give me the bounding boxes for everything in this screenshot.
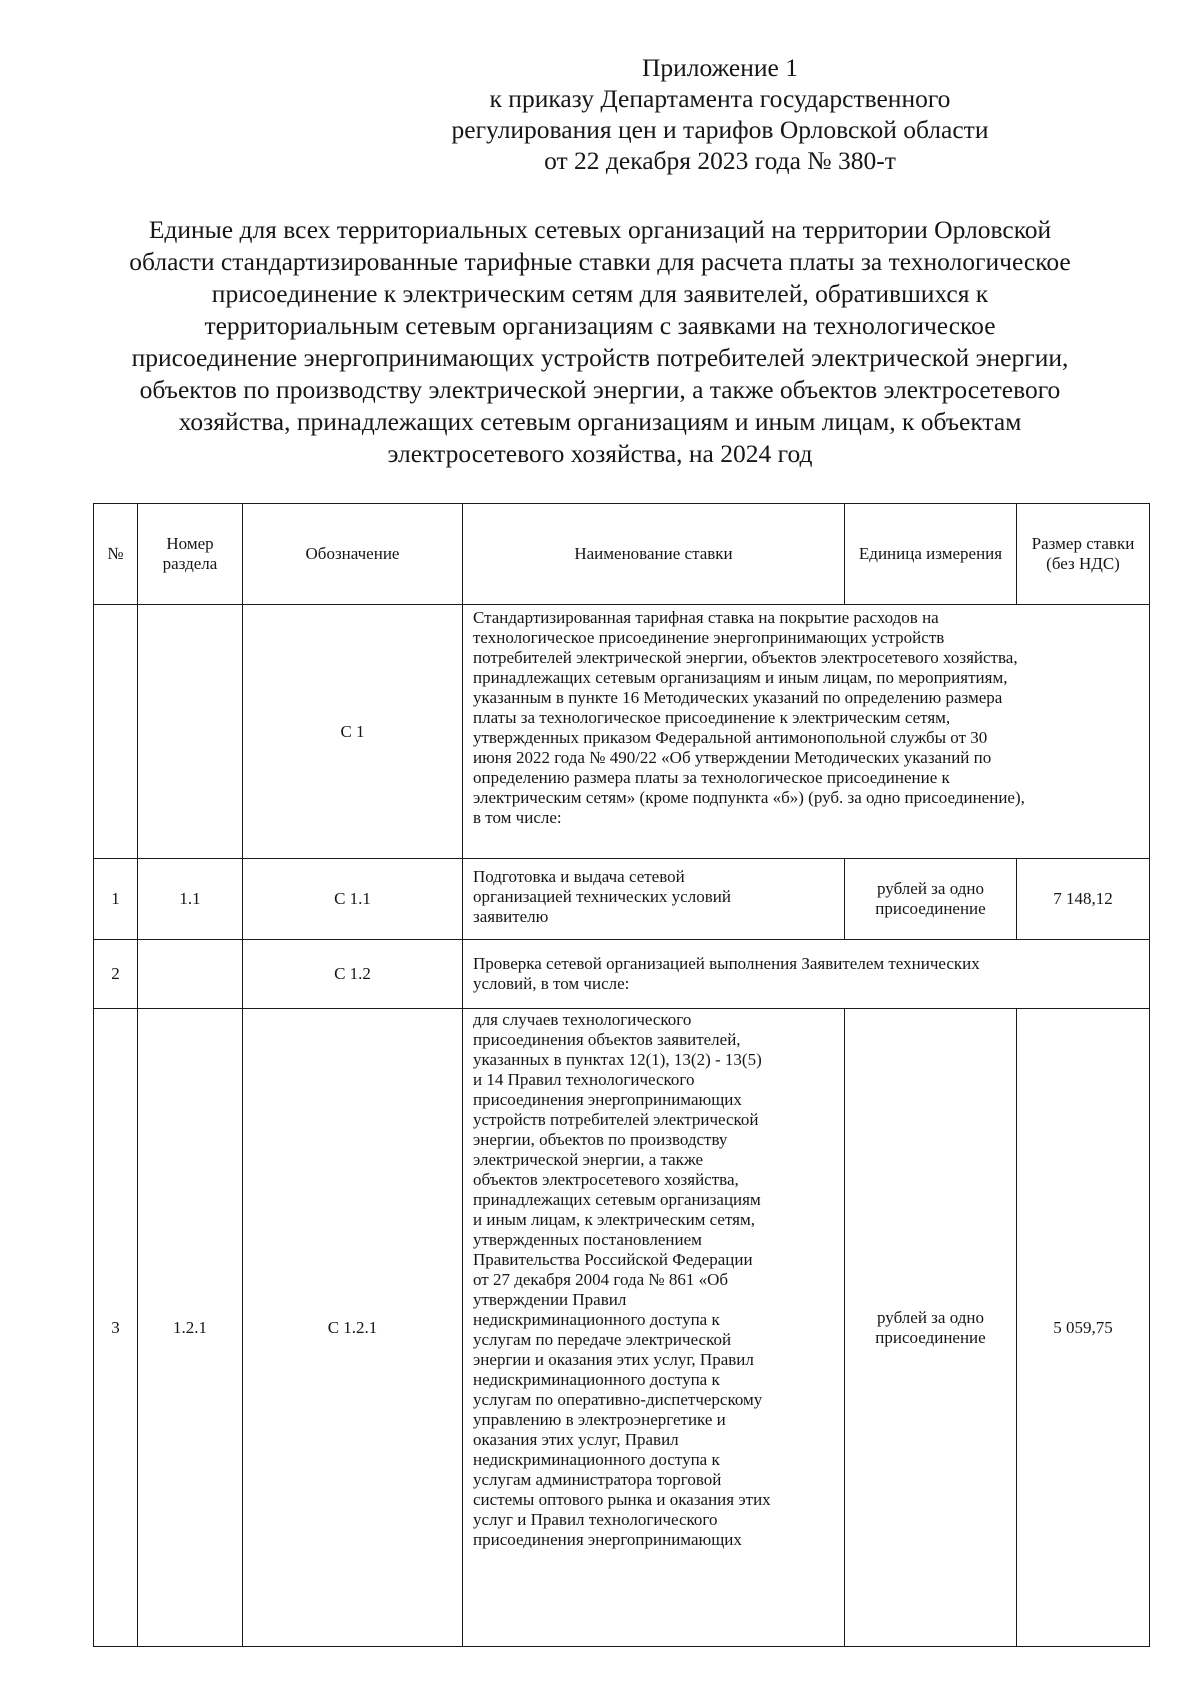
table-row — [94, 1009, 1150, 1647]
cell-section — [138, 940, 243, 1009]
cell-code: С 1.2 — [243, 940, 463, 1009]
rate-name-line: присоединения энергопринимающих — [473, 1090, 742, 1109]
title-line: Единые для всех территориальных сетевых организаций на территории Орловской — [148, 215, 1052, 244]
cell-rate-value: 7 148,12 — [1017, 859, 1150, 940]
table-row — [94, 940, 1150, 1009]
title-line: хозяйства, принадлежащих сетевым организациям и иным лицам, к объектам — [178, 407, 1022, 436]
rate-name-line: утвержденных постановлением — [473, 1230, 702, 1249]
rate-name-line: услугам по оперативно-диспетчерскому — [473, 1390, 763, 1409]
rate-name-line: организацией технических условий — [473, 887, 731, 906]
rate-name-line: Стандартизированная тарифная ставка на покрытие расходов на — [473, 608, 939, 627]
rate-name-line: платы за технологическое присоединение к электрическим сетям, — [473, 708, 951, 727]
rate-name-line: указанных в пунктах 12(1), 13(2) - 13(5) — [473, 1050, 762, 1069]
appendix-order-date: от 22 декабря 2023 года № 380-т — [544, 146, 896, 175]
appendix-order-ref: к приказу Департамента государственного — [489, 84, 951, 113]
rate-name-line: услугам по передаче электрической — [473, 1330, 732, 1349]
rate-name-line: Проверка сетевой организацией выполнения Заявителем технических — [473, 954, 980, 973]
header-rate-name: Наименование ставки — [463, 504, 845, 605]
rate-name-line: утвержденных приказом Федеральной антимонопольной службы от 30 — [473, 728, 988, 747]
rate-name-line: Подготовка и выдача сетевой — [473, 867, 685, 886]
cell-unit — [845, 859, 1017, 940]
rate-name-line: электрической энергии, а также — [473, 1150, 704, 1169]
rate-name-line: энергии и оказания этих услуг, Правил — [473, 1350, 754, 1369]
rate-name-line: определению размера платы за технологическое присоединение к — [473, 768, 950, 787]
rate-name-line: от 27 декабря 2004 года № 861 «Об — [473, 1270, 729, 1289]
rate-name-line: указанным в пункте 16 Методических указаний по определению размера — [473, 688, 1003, 707]
cell-num: 1 — [94, 859, 138, 940]
rate-name-line: присоединения энергопринимающих — [473, 1530, 742, 1549]
header-code: Обозначение — [243, 504, 463, 605]
cell-section — [138, 605, 243, 859]
rate-name-line: для случаев технологического — [473, 1010, 692, 1029]
rate-name-line: оказания этих услуг, Правил — [473, 1430, 679, 1449]
unit-line: рублей за одно — [877, 1307, 984, 1327]
cell-unit — [845, 1009, 1017, 1647]
rate-name-line: недискриминационного доступа к — [473, 1370, 720, 1389]
header-unit: Единица измерения — [845, 504, 1017, 605]
header-num: № — [94, 504, 138, 605]
cell-rate-name — [463, 859, 845, 940]
cell-num: 3 — [94, 1009, 138, 1647]
cell-code: С 1 — [243, 605, 463, 859]
rate-name-line: в том числе: — [473, 808, 562, 827]
cell-code: С 1.1 — [243, 859, 463, 940]
header-rate-size: Размер ставки (без НДС) — [1017, 504, 1150, 605]
appendix-department: регулирования цен и тарифов Орловской области — [451, 115, 989, 144]
table-header-row — [94, 504, 1150, 605]
rate-name-line: принадлежащих сетевым организациям и иным лицам, по мероприятиям, — [473, 668, 1008, 687]
title-line: области стандартизированные тарифные ставки для расчета платы за технологическое — [129, 247, 1071, 276]
unit-line: присоединение — [875, 1327, 986, 1347]
rate-name-line: объектов электросетевого хозяйства, — [473, 1170, 739, 1189]
rate-name-line: и иным лицам, к электрическим сетям, — [473, 1210, 756, 1229]
rate-name-line: энергии, объектов по производству — [473, 1130, 728, 1149]
rate-name-line: и 14 Правил технологического — [473, 1070, 695, 1089]
appendix-label: Приложение 1 — [642, 53, 798, 82]
cell-section: 1.2.1 — [138, 1009, 243, 1647]
table-row — [94, 859, 1150, 940]
rate-name-line: утверждении Правил — [473, 1290, 627, 1309]
rate-name-line: принадлежащих сетевым организациям — [473, 1190, 761, 1209]
cell-rate-name — [463, 1009, 845, 1647]
rate-name-line: июня 2022 года № 490/22 «Об утверждении Методических указаний по — [473, 748, 992, 767]
cell-code: С 1.2.1 — [243, 1009, 463, 1647]
rate-name-line: потребителей электрической энергии, объектов электросетевого хозяйства, — [473, 648, 1018, 667]
cell-num: 2 — [94, 940, 138, 1009]
appendix-header — [440, 52, 1000, 176]
title-line: электросетевого хозяйства, на 2024 год — [387, 439, 813, 468]
rate-name-line: устройств потребителей электрической — [473, 1110, 759, 1129]
rate-name-line: недискриминационного доступа к — [473, 1450, 720, 1469]
rate-name-line: услуг и Правил технологического — [473, 1510, 718, 1529]
cell-num — [94, 605, 138, 859]
cell-rate-value: 5 059,75 — [1017, 1009, 1150, 1647]
rate-name-line: услугам администратора торговой — [473, 1470, 722, 1489]
cell-rate-name — [463, 940, 1150, 1009]
rate-name-line: недискриминационного доступа к — [473, 1310, 720, 1329]
rate-name-line: электрическим сетям» (кроме подпункта «б») (руб. за одно присоединение), — [473, 788, 1025, 807]
title-line: присоединение энергопринимающих устройств потребителей электрической энергии, — [131, 343, 1069, 372]
tariff-table — [93, 503, 1150, 1647]
rate-name-line: технологическое присоединение энергопринимающих устройств — [473, 628, 945, 647]
title-line: объектов по производству электрической энергии, а также объектов электросетевого — [139, 375, 1061, 404]
rate-name-line: присоединения объектов заявителей, — [473, 1030, 741, 1049]
header-section: Номер раздела — [138, 504, 243, 605]
rate-name-line: заявителю — [473, 907, 549, 926]
title-line: присоединение к электрическим сетям для заявителей, обратившихся к — [211, 279, 989, 308]
rate-name-line: управлению в электроэнергетике и — [473, 1410, 726, 1429]
cell-rate-name — [463, 605, 1150, 859]
rate-name-line: системы оптового рынка и оказания этих — [473, 1490, 771, 1509]
unit-line: присоединение — [875, 899, 986, 918]
document-title — [70, 214, 1130, 470]
title-line: территориальным сетевым организациям с заявками на технологическое — [204, 311, 996, 340]
rate-name-line: условий, в том числе: — [473, 974, 630, 993]
unit-line: рублей за одно — [877, 879, 984, 898]
cell-section: 1.1 — [138, 859, 243, 940]
rate-name-line: Правительства Российской Федерации — [473, 1250, 753, 1269]
table-row — [94, 605, 1150, 859]
